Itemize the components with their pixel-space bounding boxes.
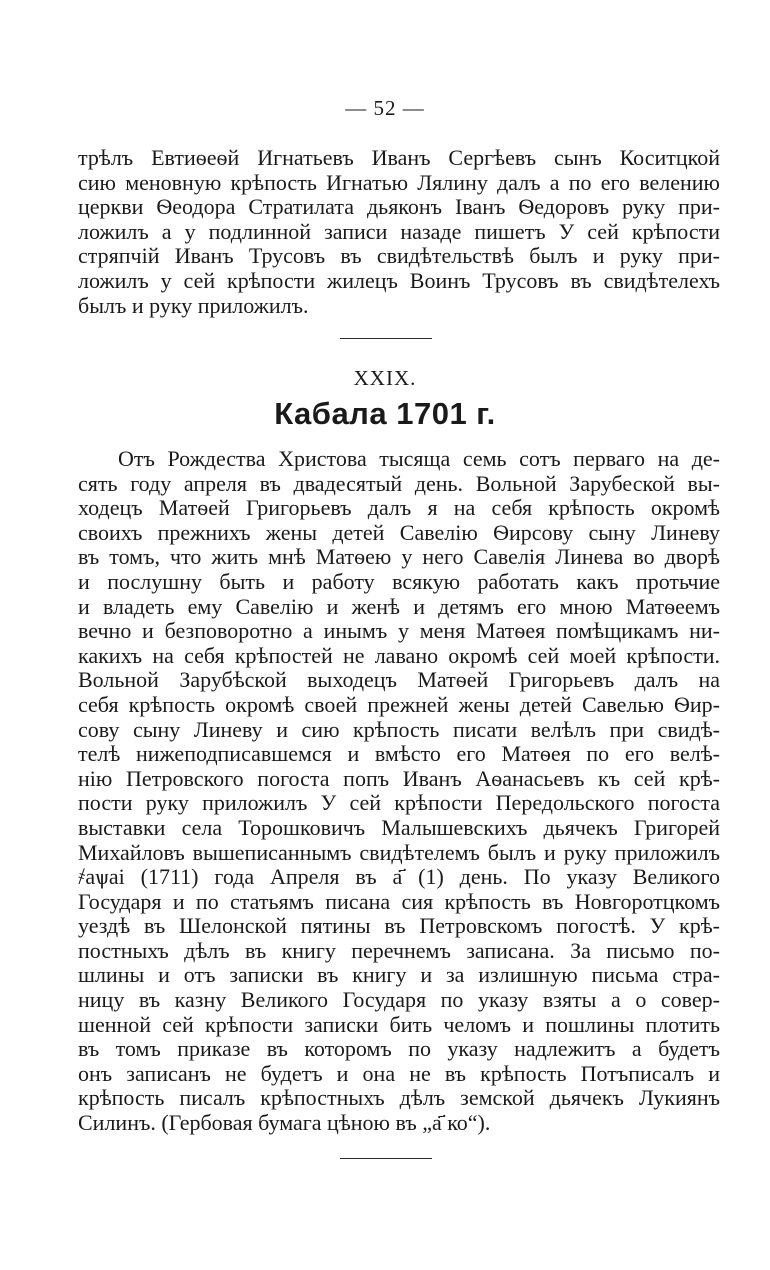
text-line: трѣлъ Евтиѳеѳй Игнатьевъ Иванъ Сергѣевъ сынъ Коситцкой xyxy=(78,145,720,170)
continuation-paragraph xyxy=(78,146,720,318)
text-line: ходецъ Матѳей Григорьевъ далъ я на себя крѣпость окромѣ xyxy=(78,495,720,521)
text-line: былъ и руку приложилъ. xyxy=(78,292,309,318)
text-line: пости руку приложилъ У сей крѣпости Передольского погоста xyxy=(78,790,720,816)
text-line: Михайловъ вышеписаннымъ свидѣтелемъ былъ и руку приложилъ xyxy=(78,839,720,865)
text-line: нію Петровского погоста попъ Иванъ Аѳанасьевъ къ сей крѣ- xyxy=(78,765,720,791)
document-paragraph xyxy=(78,447,720,1136)
text-line: онъ записанъ не будетъ и она не въ крѣпость Потъписалъ и xyxy=(78,1060,720,1086)
text-line: и послушну быть и работу всякую работать какъ протьчие xyxy=(78,568,720,594)
text-line: выставки села Торошковичъ Малышевскихъ дьячекъ Григорей xyxy=(78,814,720,840)
text-line: сять году апреля въ двадесятый день. Вольной Зарубеской вы- xyxy=(78,470,720,496)
text-line: стряпчій Иванъ Трусовъ въ свидѣтельствѣ былъ и руку при- xyxy=(78,243,720,269)
text-line: въ томъ, что жить мнѣ Матѳею у него Савелія Линева во дворѣ xyxy=(78,544,720,570)
text-line: какихъ на себя крѣпостей не лавано окромѣ сей моей крѣпости. xyxy=(78,642,720,668)
text-line: шлины и отъ записки въ книгу и за излишную письма стра- xyxy=(78,962,720,988)
section-title: Кабала 1701 г. xyxy=(274,396,496,431)
section-number: XXIX. xyxy=(353,366,417,390)
text-line: Силинъ. (Гербовая бумага цѣною въ „а҃ ко“). xyxy=(78,1110,491,1136)
text-line: своихъ прежнихъ жены детей Савелію Ѳирсову сыну Линеву xyxy=(78,519,720,545)
text-line: сову сыну Линеву и сию крѣпость писати велѣлъ при свидѣ- xyxy=(78,716,720,742)
section-divider xyxy=(340,338,432,339)
text-line: ҂аѱаі (1711) года Апреля въ а҃ (1) день. По указу Великого xyxy=(78,864,720,890)
text-line: себя крѣпость окромѣ своей прежней жены детей Савелью Ѳир- xyxy=(78,691,720,717)
text-line: вечно и безповоротно а инымъ у меня Матѳея помѣщикамъ ни- xyxy=(78,618,720,644)
text-line: крѣпость писалъ крѣпостныхъ дѣлъ земской дьячекъ Лукиянъ xyxy=(78,1085,720,1111)
text-line: постныхъ дѣлъ въ книгу перечнемъ записана. За письмо по- xyxy=(78,937,720,963)
text-line: ницу въ казну Великого Государя по указу взяты а о совер- xyxy=(78,987,720,1013)
page-number: — 52 — xyxy=(345,96,425,120)
text-line: уездѣ въ Шелонской пятины въ Петровскомъ погостѣ. У крѣ- xyxy=(78,913,720,939)
text-line: и владеть ему Савелію и женѣ и детямъ его мною Матѳеемъ xyxy=(78,593,720,619)
text-line: ложилъ у сей крѣпости жилецъ Воинъ Трусовъ въ свидѣтелехъ xyxy=(78,267,720,293)
text-line: телѣ нижеподписавшемся и вмѣсто его Матѳея по его велѣ- xyxy=(78,741,720,767)
text-line: въ томъ приказе въ которомъ по указу надлежитъ а будетъ xyxy=(78,1036,720,1062)
text-line: Отъ Рождества Христова тысяща семь сотъ перваго на де- xyxy=(118,446,720,471)
end-divider xyxy=(340,1158,432,1159)
text-line: церкви Ѳеодора Стратилата дьяконъ Іванъ Ѳедоровъ руку при- xyxy=(78,194,720,220)
text-line: сию меновную крѣпость Игнатью Лялину далъ а по его велению xyxy=(78,169,720,195)
text-line: Государя и по статьямъ писана сия крѣпость въ Новгоротцкомъ xyxy=(78,888,720,914)
text-line: ложилъ а у подлинной записи назаде пишетъ У сей крѣпости xyxy=(78,218,720,244)
text-line: Вольной Зарубѣской выходецъ Матѳей Григорьевъ далъ на xyxy=(78,667,720,693)
text-line: шенной сей крѣпости записки бить челомъ и пошлины плотить xyxy=(78,1011,720,1037)
